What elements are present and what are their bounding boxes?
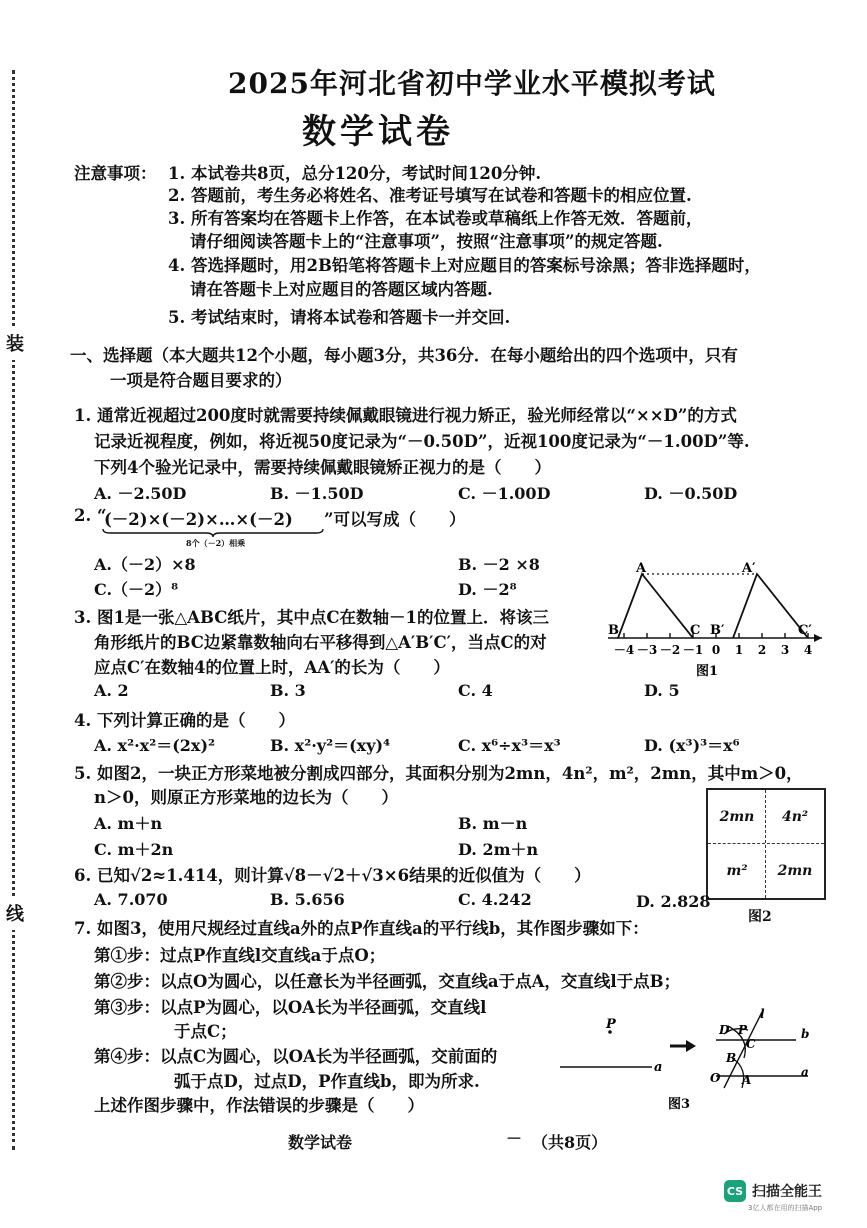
q7-step-4: 第④步：以点C为圆心，以OA长为半径画弧，交前面的 (94, 1047, 498, 1066)
scanner-app-name: 扫描全能王 (752, 1184, 822, 1200)
section-heading-cont: 一项是符合题目要求的） (110, 371, 292, 390)
tick-label: －3 (636, 643, 658, 657)
cell-4n2: 4n² (781, 809, 809, 825)
note-item: 3. 所有答案均在答题卡上作答，在本试卷或草稿纸上作答无效．答题前， (168, 209, 703, 228)
q2-brace-note: 8个（－2）相乘 (186, 538, 246, 548)
q5-line: 5. 如图2，一块正方形菜地被分割成四部分，其面积分别为2mn，4n²，m²，2mn，其中m＞0， (74, 764, 803, 783)
notes-label: 注意事项： (74, 164, 157, 183)
tick-label: －1 (682, 643, 704, 657)
q5-option-a: A. m＋n (94, 814, 163, 833)
q7-step-4-cont: 弧于点D，过点D，P作直线b，即为所求. (174, 1072, 480, 1091)
q6-option-b: B. 5.656 (270, 890, 345, 909)
subject-title: 数学试卷 (302, 112, 454, 152)
q6-option-d: D. 2.828 (636, 892, 711, 911)
q5-option-c: C. m＋2n (94, 840, 174, 859)
q3-line: 应点C′在数轴4的位置上时，AA′的长为（ ） (94, 658, 450, 677)
section-heading: 一、选择题（本大题共12个小题，每小题3分，共36分．在每小题给出的四个选项中，只有 (70, 346, 738, 365)
note-item: 请仔细阅读答题卡上的“注意事项”，按照“注意事项”的规定答题. (190, 232, 663, 251)
q2-option-c: C.（－2）⁸ (94, 580, 179, 599)
tick-label: －2 (659, 643, 681, 657)
footer-page-count: （共8页） (532, 1133, 608, 1152)
tick-label: 2 (757, 643, 767, 657)
q1-option-a: A. －2.50D (94, 484, 187, 503)
q5-option-d: D. 2m＋n (458, 840, 539, 859)
scanner-watermark (724, 1180, 822, 1202)
tick-label: 1 (734, 643, 744, 657)
q3-option-a: A. 2 (94, 681, 129, 700)
q6-stem: 6. 已知√2≈1.414，则计算√8－√2＋√3×6结果的近似值为（ ） (74, 866, 591, 885)
exam-title: 2025年河北省初中学业水平模拟考试 (228, 67, 716, 100)
q7-step-2: 第②步：以点O为圆心，以任意长为半径画弧，交直线a于点A，交直线l于点B； (94, 972, 681, 991)
note-item: 1. 本试卷共8页，总分120分，考试时间120分钟. (168, 164, 542, 183)
figure-1-number-line-triangles (600, 560, 832, 680)
point-label-c: C (690, 623, 701, 638)
q1-line: 记录近视程度，例如，将近视50度记录为“－0.50D”，近视100度记录为“－1.00D”等. (94, 432, 750, 451)
q7-stem: 7. 如图3，使用尺规经过直线a外的点P作直线a的平行线b，其作图步骤如下： (74, 919, 649, 938)
q7-step-1: 第①步：过点P作直线l交直线a于点O； (94, 946, 386, 965)
note-item: 请在答题卡上对应题目的答题区域内答题. (190, 280, 493, 299)
q2-underbrace (102, 528, 324, 538)
binding-label-zhuang: 装 (6, 326, 24, 360)
q5-line: n＞0，则原正方形菜地的边长为（ ） (94, 788, 398, 807)
label-l: l (760, 1007, 765, 1021)
tick-label: 3 (780, 643, 790, 657)
q4-option-c: C. x⁶÷x³＝x³ (458, 736, 561, 755)
tick-label: －4 (613, 643, 635, 657)
figure-3-construction (556, 1004, 818, 1114)
q2-stem-prefix: 2. “ (74, 506, 107, 525)
footer-subject: 数学试卷 (288, 1133, 353, 1152)
tick-label: 4 (803, 643, 813, 657)
point-label-b-prime: B′ (710, 623, 725, 638)
cell-2mn-top: 2mn (719, 809, 755, 825)
q2-option-d: D. －2⁸ (458, 580, 517, 599)
figure-2-square-garden (706, 788, 826, 900)
q7-step-3-cont: 于点C； (174, 1022, 237, 1041)
q1-line: 1. 通常近视超过200度时就需要持续佩戴眼镜进行视力矫正，验光师经常以“××D”的方式 (74, 406, 737, 425)
q3-line: 角形纸片的BC边紧靠数轴向右平移得到△A′B′C′，当点C的对 (94, 633, 547, 652)
cell-m2: m² (726, 863, 748, 879)
point-label-b: B (608, 623, 619, 638)
scanner-tagline: 3亿人都在用的扫描App (748, 1204, 823, 1212)
figure-1-caption: 图1 (696, 664, 719, 679)
label-p-right: P (738, 1023, 748, 1037)
point-label-a-prime: A′ (742, 561, 756, 576)
q3-option-b: B. 3 (270, 681, 306, 700)
note-item: 4. 答选择题时，用2B铅笔将答题卡上对应题目的答案标号涂黑；答非选择题时， (168, 256, 761, 275)
q1-option-d: D. －0.50D (644, 484, 738, 503)
q2-expression: (－2)×(－2)×…×(－2) (104, 510, 293, 529)
label-p-left: P (606, 1017, 616, 1032)
point-label-a: A (636, 561, 647, 576)
point-label-c-prime: C′ (798, 623, 812, 638)
label-a-right: a (801, 1065, 809, 1079)
q1-option-b: B. －1.50D (270, 484, 364, 503)
scanner-logo-icon: CS (724, 1180, 746, 1202)
q4-stem: 4. 下列计算正确的是（ ） (74, 711, 295, 730)
binding-dotted-line (12, 70, 25, 1150)
label-b: b (801, 1027, 810, 1041)
note-item: 2. 答题前，考生务必将姓名、准考证号填写在试卷和答题卡的相应位置. (168, 186, 692, 205)
q7-question: 上述作图步骤中，作法错误的步骤是（ ） (94, 1096, 424, 1115)
cell-2mn-bottom: 2mn (777, 863, 813, 879)
q4-option-d: D. (x³)³＝x⁶ (644, 736, 740, 755)
q1-option-c: C. －1.00D (458, 484, 551, 503)
q4-option-a: A. x²·x²＝(2x)² (94, 736, 216, 755)
q2-stem-suffix: ”可以写成（ ） (324, 510, 466, 529)
figure-2-caption: 图2 (748, 909, 772, 925)
q6-option-a: A. 7.070 (94, 890, 168, 909)
q6-option-c: C. 4.242 (458, 890, 532, 909)
q2-option-b: B. －2 ×8 (458, 555, 540, 574)
label-b-point: B (726, 1051, 737, 1065)
q3-option-d: D. 5 (644, 681, 680, 700)
q5-option-b: B. m－n (458, 814, 528, 833)
q1-line: 下列4个验光记录中，需要持续佩戴眼镜矫正视力的是（ ） (94, 458, 551, 477)
label-c: C (746, 1037, 756, 1051)
label-a-left: a (654, 1060, 663, 1075)
tick-label: 0 (711, 643, 721, 657)
q3-option-c: C. 4 (458, 681, 493, 700)
q7-step-3: 第③步：以点P为圆心，以OA长为半径画弧，交直线l (94, 998, 487, 1017)
q4-option-b: B. x²·y²＝(xy)⁴ (270, 736, 391, 755)
label-a-point: A (742, 1073, 752, 1087)
note-item: 5. 考试结束时，请将本试卷和答题卡一并交回. (168, 308, 511, 327)
q3-line: 3. 图1是一张△ABC纸片，其中点C在数轴－1的位置上．将该三 (74, 608, 549, 627)
binding-label-xian: 线 (6, 896, 24, 930)
footer-dash: － (506, 1129, 523, 1148)
label-o: O (710, 1071, 721, 1085)
figure-3-caption: 图3 (668, 1097, 691, 1112)
label-d: D (719, 1023, 730, 1037)
q2-option-a: A.（－2）×8 (94, 555, 196, 574)
